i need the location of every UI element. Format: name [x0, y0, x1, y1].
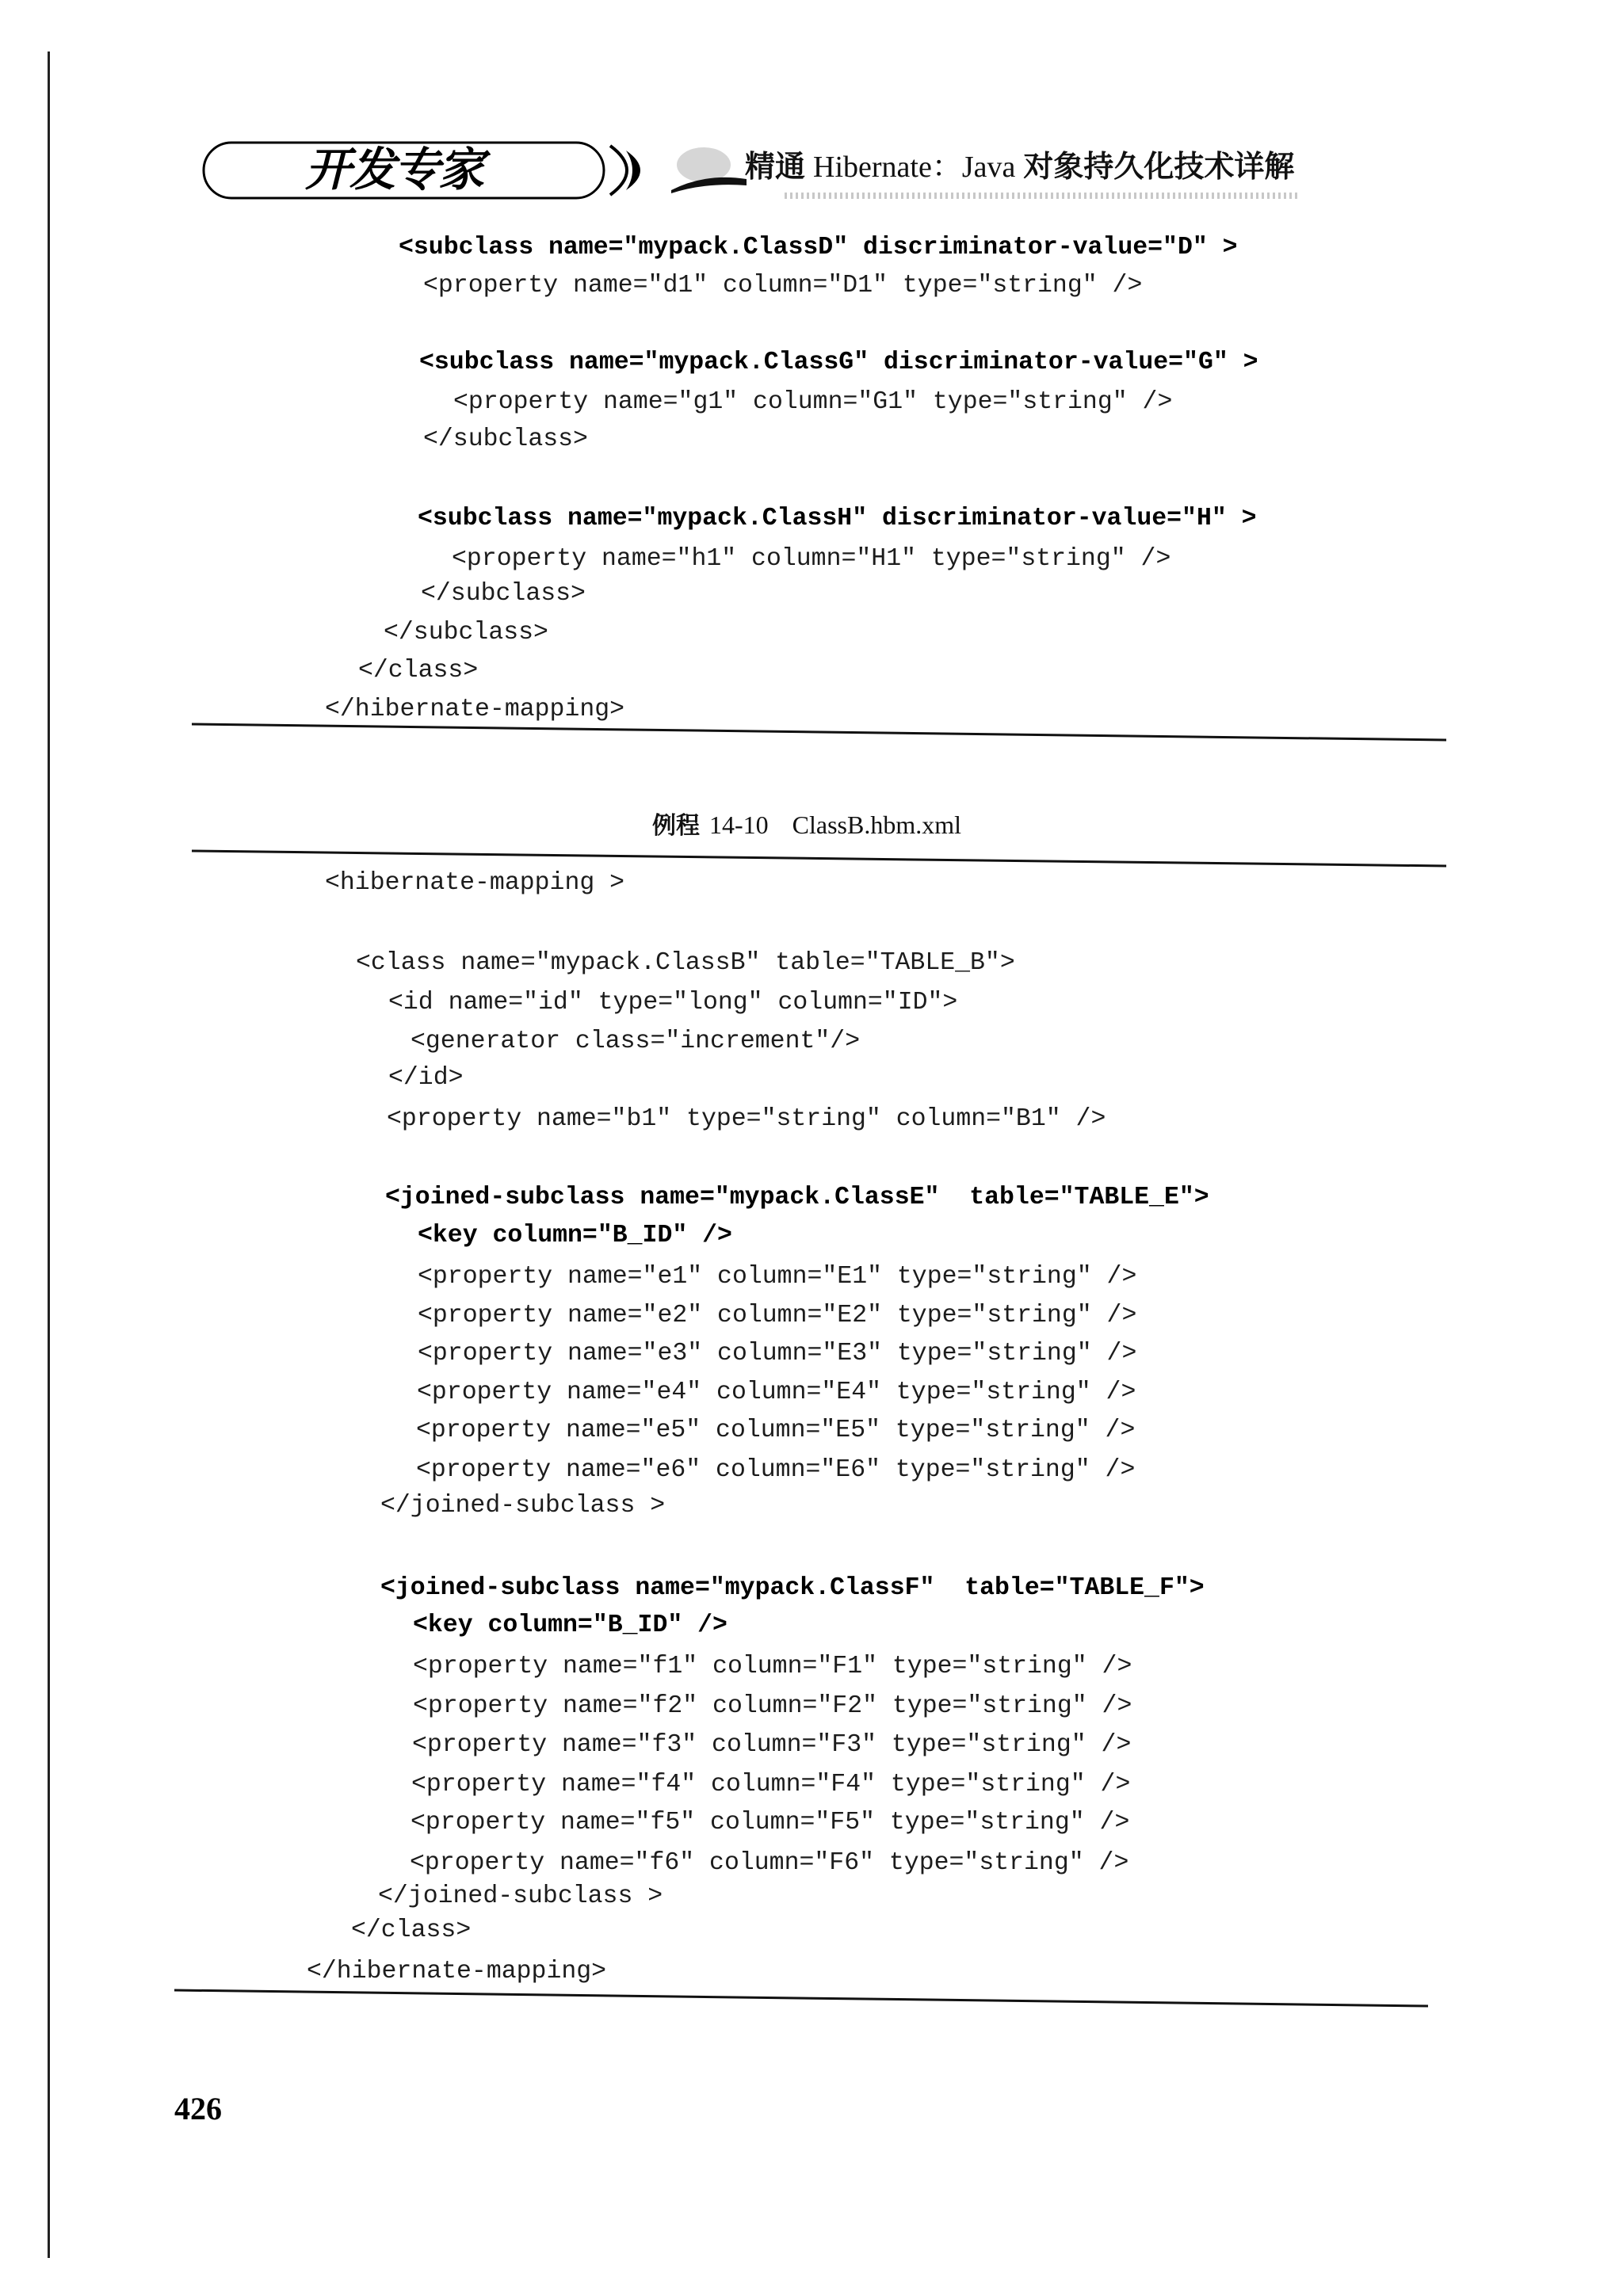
code-line: </subclass>	[421, 580, 586, 608]
code-line: </hibernate-mapping>	[307, 1958, 607, 1985]
series-badge-label: 开发专家	[305, 143, 483, 196]
code-line: <property name="e1" column="E1" type="string" />	[418, 1263, 1137, 1291]
code-line: <property name="f3" column="F3" type="string" />	[412, 1731, 1132, 1759]
code-line: <subclass name="mypack.ClassH" discriminator-value="H" >	[418, 505, 1257, 532]
code-line: </joined-subclass >	[378, 1882, 663, 1910]
code-line: <joined-subclass name="mypack.ClassE" table="TABLE_E">	[385, 1184, 1209, 1211]
horizontal-rule	[192, 724, 1446, 740]
code-line: </class>	[351, 1917, 472, 1944]
code-line: </id>	[388, 1064, 464, 1092]
caption-file: ClassB.hbm.xml	[792, 810, 962, 839]
code-line: <property name="e3" column="E3" type="string" />	[418, 1340, 1137, 1367]
code-line: <subclass name="mypack.ClassG" discriminator-value="G" >	[419, 349, 1258, 376]
code-line: <property name="g1" column="G1" type="string" />	[453, 388, 1173, 416]
horizontal-rule	[192, 851, 1446, 866]
code-line: <property name="f2" column="F2" type="string" />	[413, 1692, 1132, 1720]
code-line: </class>	[358, 657, 479, 685]
page-number: 426	[174, 2091, 222, 2126]
code-line: <property name="e5" column="E5" type="string" />	[416, 1417, 1136, 1444]
code-line: <property name="f6" column="F6" type="string" />	[410, 1849, 1129, 1877]
book-title-latin: Hibernate：Java	[813, 151, 1016, 184]
code-line: </subclass>	[384, 619, 548, 646]
code-line: </joined-subclass >	[380, 1492, 666, 1520]
code-line: <key column="B_ID" />	[418, 1222, 732, 1249]
book-title-lead: 精通	[745, 149, 806, 184]
code-line: <property name="e4" column="E4" type="string" />	[417, 1379, 1136, 1406]
code-line: <class name="mypack.ClassB" table="TABLE_B">	[356, 949, 1015, 977]
code-line: </subclass>	[423, 425, 588, 453]
code-line: <joined-subclass name="mypack.ClassF" table="TABLE_F">	[380, 1574, 1205, 1602]
code-line: <property name="f5" column="F5" type="string" />	[411, 1809, 1130, 1836]
code-line: <key column="B_ID" />	[413, 1611, 727, 1639]
code-line: </hibernate-mapping>	[325, 696, 625, 723]
caption-number: 14-10	[709, 810, 769, 839]
caption-label: 例程	[652, 812, 700, 840]
book-title-rest: 对象持久化技术详解	[1023, 149, 1295, 184]
code-line: <property name="f1" column="F1" type="string" />	[413, 1653, 1132, 1680]
horizontal-rule	[174, 1990, 1428, 2006]
code-line: <property name="h1" column="H1" type="string" />	[452, 545, 1171, 573]
code-line: <property name="e6" column="E6" type="string" />	[416, 1456, 1136, 1484]
code-line: <property name="d1" column="D1" type="string" />	[423, 272, 1143, 299]
code-line: <property name="b1" type="string" column="B1" />	[387, 1105, 1106, 1133]
code-line: <property name="e2" column="E2" type="string" />	[418, 1302, 1137, 1329]
code-line: <generator class="increment"/>	[411, 1028, 861, 1055]
code-line: <property name="f4" column="F4" type="string" />	[411, 1771, 1131, 1798]
code-line: <id name="id" type="long" column="ID">	[388, 989, 958, 1016]
code-line: <hibernate-mapping >	[325, 869, 625, 897]
code-line: <subclass name="mypack.ClassD" discriminator-value="D" >	[399, 234, 1238, 261]
